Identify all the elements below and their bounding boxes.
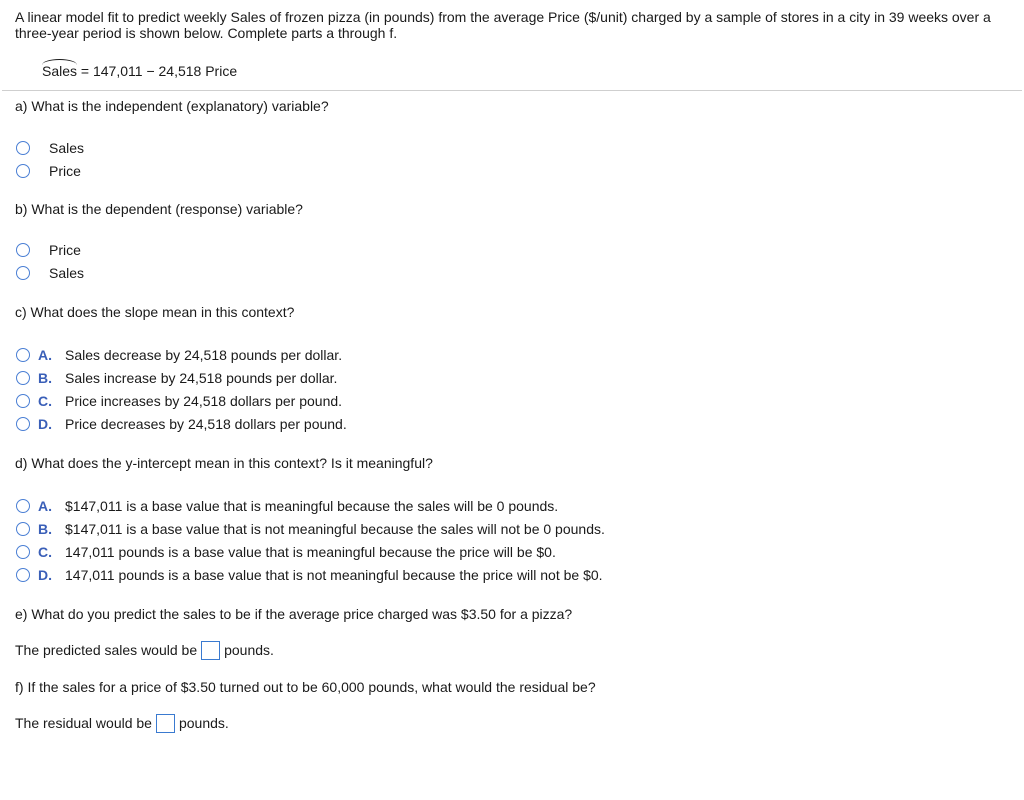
divider — [2, 90, 1022, 91]
answer-e-prefix: The predicted sales would be — [15, 642, 198, 659]
radio-d-a[interactable] — [16, 499, 30, 513]
answer-f-suffix: pounds. — [178, 715, 229, 732]
option-c-d-text: Price decreases by 24,518 dollars per pound. — [65, 416, 347, 432]
radio-d-b[interactable] — [16, 522, 30, 536]
option-c-c-letter: C. — [38, 393, 52, 409]
equation-rhs: = 147,011 − 24,518 Price — [77, 63, 238, 79]
option-c-b-text: Sales increase by 24,518 pounds per dollar. — [65, 370, 338, 386]
option-c-a-letter: A. — [38, 347, 52, 363]
answer-f-prefix: The residual would be — [15, 715, 152, 732]
question-e: e) What do you predict the sales to be if the average price charged was $3.50 for a pizza? — [15, 606, 573, 622]
question-a: a) What is the independent (explanatory) variable? — [15, 98, 329, 114]
answer-f-input[interactable] — [156, 714, 175, 733]
option-d-a-letter: A. — [38, 498, 52, 514]
equation-response-hat: Sales — [42, 63, 78, 79]
radio-c-c[interactable] — [16, 394, 30, 408]
option-b-1-label: Price — [49, 242, 81, 258]
option-d-d-letter: D. — [38, 567, 52, 583]
radio-b-2[interactable] — [16, 266, 30, 280]
option-d-b-letter: B. — [38, 521, 52, 537]
question-d: d) What does the y-intercept mean in this context? Is it meaningful? — [15, 455, 433, 471]
regression-equation — [42, 63, 237, 79]
question-b: b) What is the dependent (response) variable? — [15, 201, 303, 217]
option-d-c-letter: C. — [38, 544, 52, 560]
radio-c-b[interactable] — [16, 371, 30, 385]
option-d-a-text: $147,011 is a base value that is meaningful because the sales will be 0 pounds. — [65, 498, 559, 514]
option-d-c-text: 147,011 pounds is a base value that is meaningful because the price will be $0. — [65, 544, 556, 560]
answer-e-input[interactable] — [201, 641, 220, 660]
option-c-a-text: Sales decrease by 24,518 pounds per dollar. — [65, 347, 343, 363]
answer-f-row — [15, 715, 229, 734]
radio-b-1[interactable] — [16, 243, 30, 257]
question-c: c) What does the slope mean in this context? — [15, 304, 295, 320]
radio-c-d[interactable] — [16, 417, 30, 431]
radio-a-2[interactable] — [16, 164, 30, 178]
problem-intro: A linear model fit to predict weekly Sales of frozen pizza (in pounds) from the average Price ($/unit) charged by a sample of stores in a city in 39 weeks over a three-year period is shown below. Complete parts a through f. — [15, 9, 991, 41]
radio-a-1[interactable] — [16, 141, 30, 155]
option-c-d-letter: D. — [38, 416, 52, 432]
option-b-2-label: Sales — [49, 265, 85, 281]
option-d-d-text: 147,011 pounds is a base value that is not meaningful because the price will not be $0. — [65, 567, 603, 583]
answer-e-suffix: pounds. — [224, 642, 274, 659]
answer-e-row — [15, 642, 274, 661]
radio-d-c[interactable] — [16, 545, 30, 559]
option-c-c-text: Price increases by 24,518 dollars per pound. — [65, 393, 343, 409]
option-d-b-text: $147,011 is a base value that is not meaningful because the sales will not be 0 pounds. — [65, 521, 605, 537]
option-a-1-label: Sales — [49, 140, 85, 156]
radio-d-d[interactable] — [16, 568, 30, 582]
option-a-2-label: Price — [49, 163, 81, 179]
question-f: f) If the sales for a price of $3.50 turned out to be 60,000 pounds, what would the residual be? — [15, 679, 596, 695]
option-c-b-letter: B. — [38, 370, 52, 386]
radio-c-a[interactable] — [16, 348, 30, 362]
